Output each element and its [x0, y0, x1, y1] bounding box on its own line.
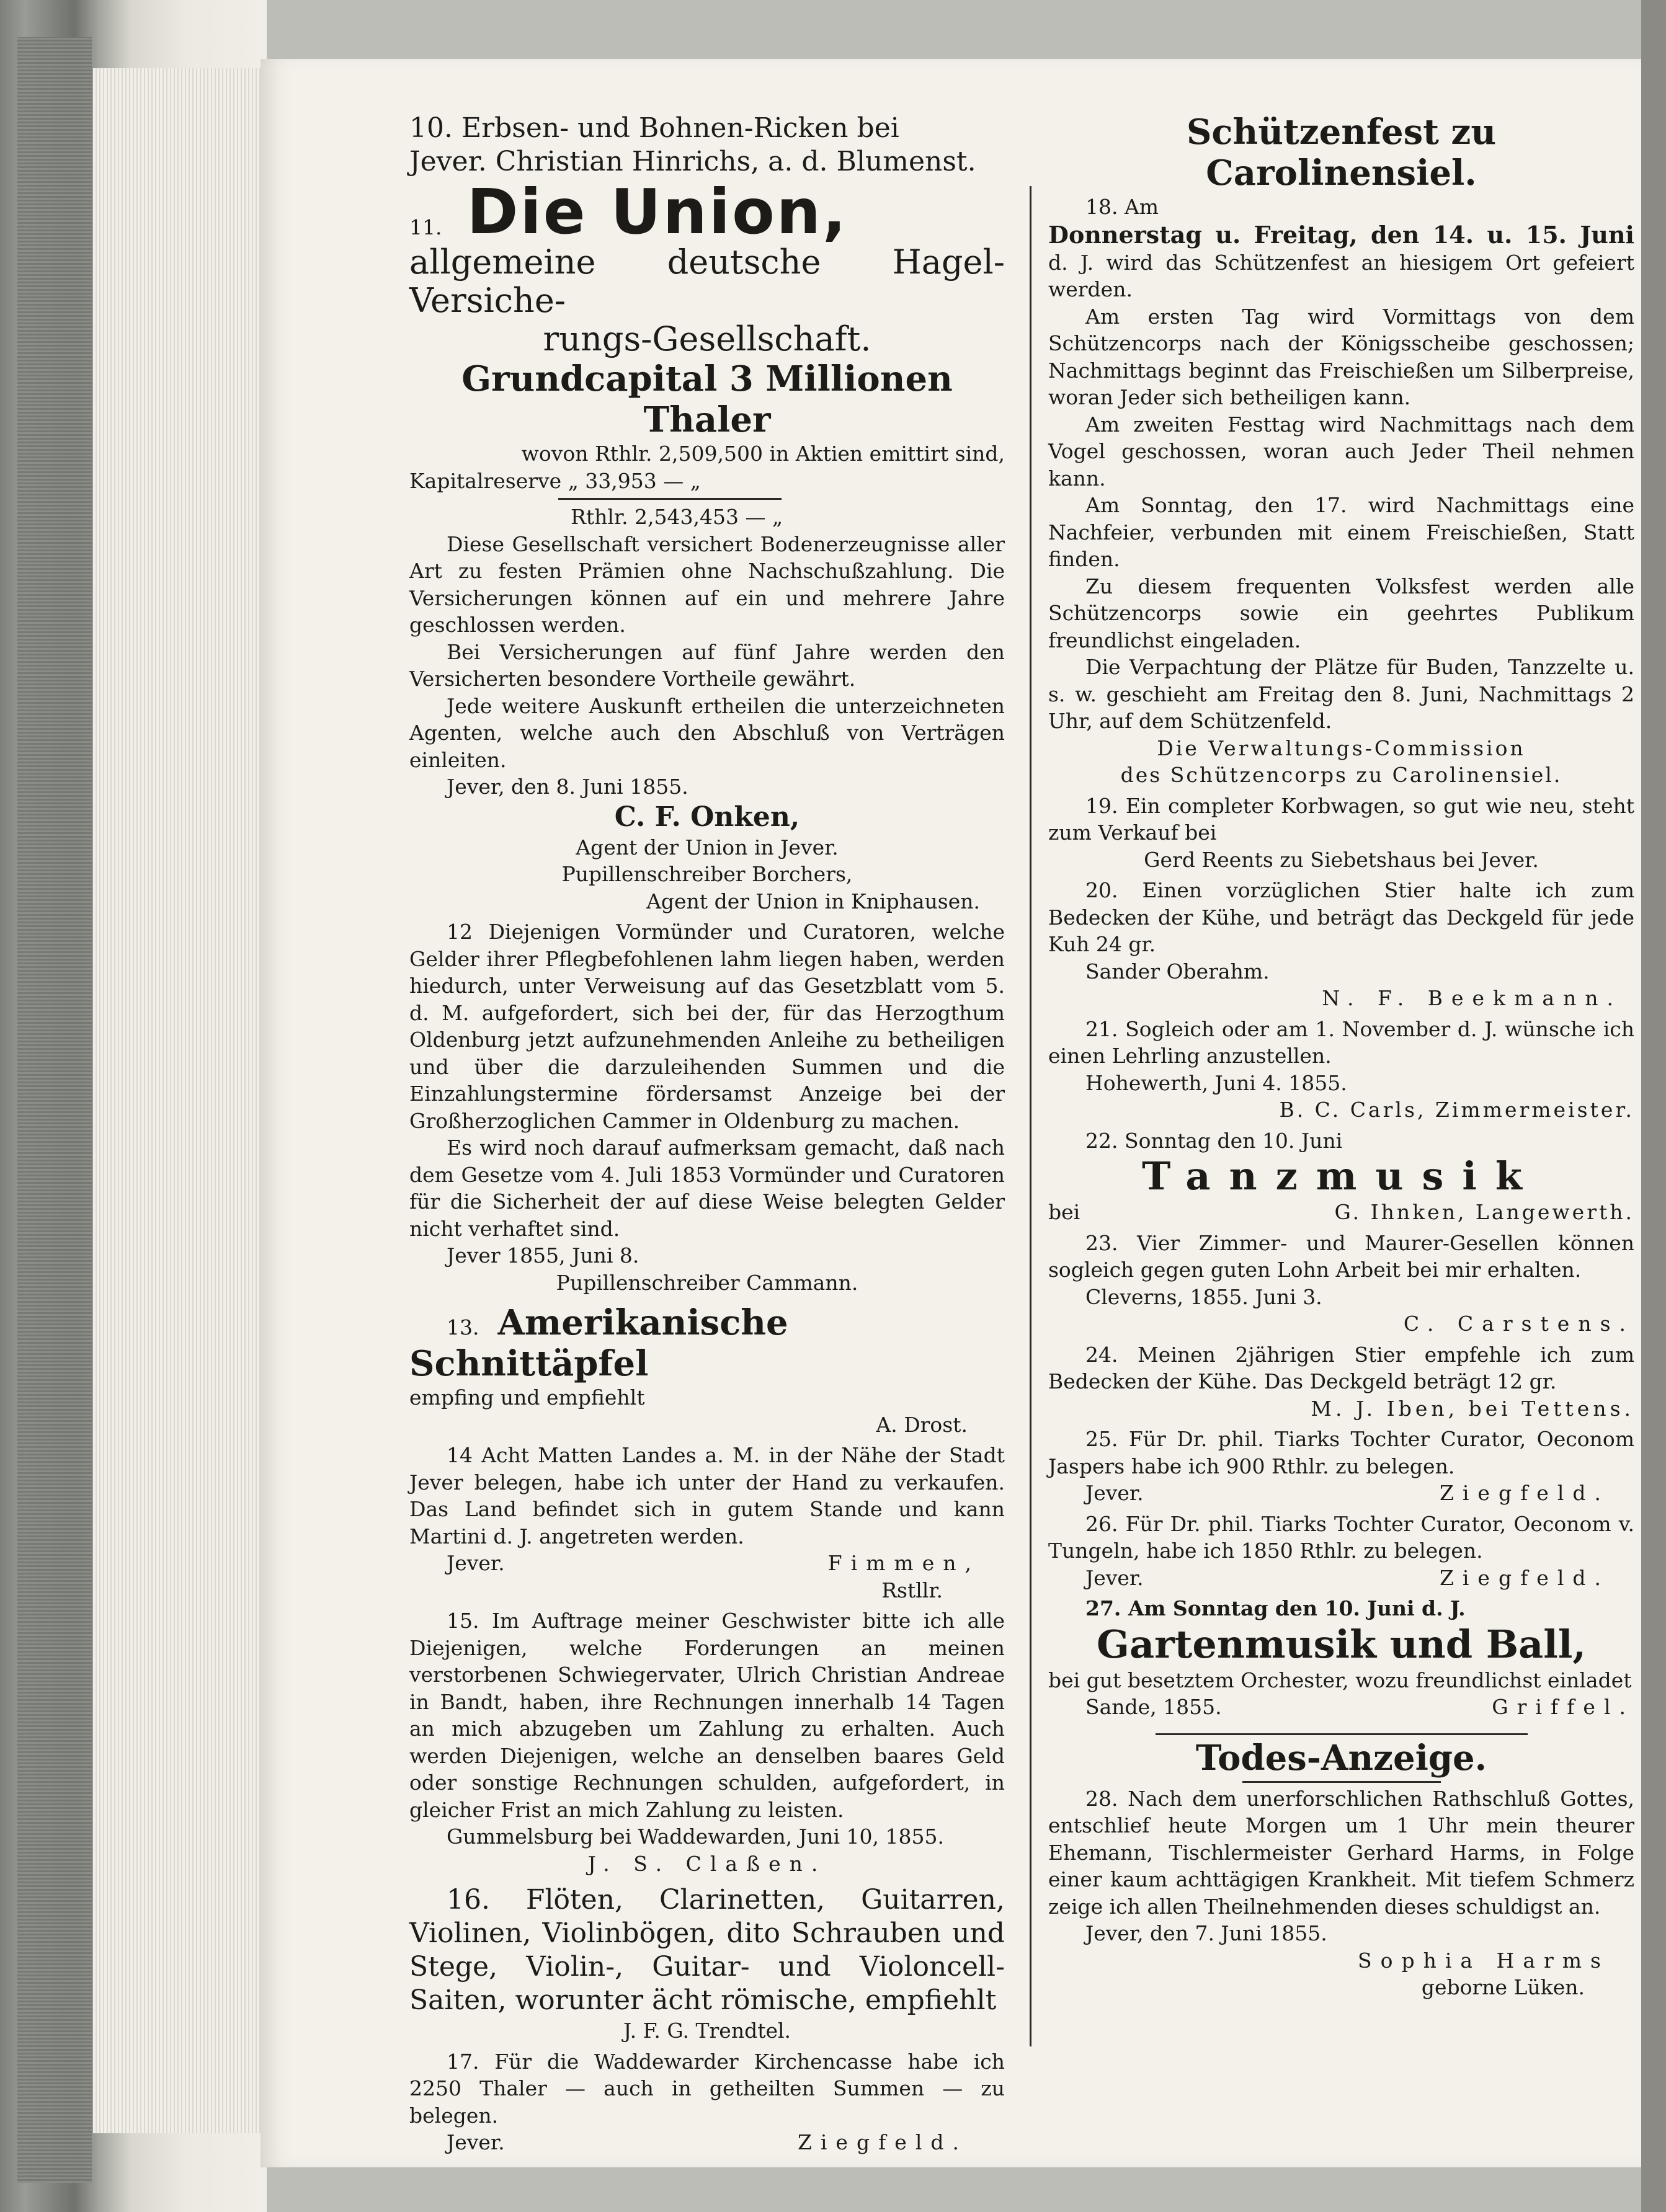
notice-21-date: Hohewerth, Juni 4. 1855.: [1085, 1070, 1347, 1095]
notice-13-number: 13.: [447, 1315, 479, 1339]
page-stack-edge: [93, 68, 261, 2133]
notice-27: [1048, 1595, 1634, 1721]
notice-20-place: Sander Oberahm.: [1085, 959, 1270, 984]
notice-10-line1: 10. Erbsen- und Bohnen-Ricken bei: [409, 112, 899, 144]
notice-17-signature: Ziegfeld.: [797, 2130, 968, 2154]
notice-20-body: 20. Einen vorzüglichen Stier halte ich zum Bedecken der Kühe, und beträgt das Deckgeld für jede Kuh 24 gr.: [1048, 878, 1634, 956]
notice-22-line: 22. Sonntag den 10. Juni: [1085, 1128, 1343, 1153]
notice-17-place-sign: [409, 2129, 1005, 2156]
notice-28-date: Jever, den 7. Juni 1855.: [1085, 1921, 1327, 1945]
notice-11-amount-line1: wovon Rthlr. 2,509,500 in Aktien emittirt sind,: [521, 442, 1005, 466]
notice-15-signature: J. S. Claßen.: [587, 1851, 827, 1876]
notice-18: [1048, 112, 1634, 789]
notice-14-place: Jever.: [447, 1551, 505, 1575]
notice-24-signature: M. J. Iben, bei Tettens.: [1311, 1396, 1634, 1421]
left-column: [409, 112, 1005, 2156]
notice-19-body: 19. Ein completer Korbwagen, so gut wie neu, steht zum Verkauf bei: [1048, 793, 1634, 845]
notice-27-title: Gartenmusik und Ball,: [1097, 1621, 1586, 1667]
notice-12: [409, 918, 1005, 1296]
notice-22-title: Tanzmusik: [1142, 1153, 1541, 1199]
notice-11-signature-2: Pupillenschreiber Borchers,: [561, 862, 853, 886]
notice-22-sign-row: [1048, 1199, 1634, 1226]
notice-21: [1048, 1016, 1634, 1124]
book-cover-edge: [17, 37, 92, 2183]
notice-26-place: Jever.: [1085, 1565, 1144, 1590]
notice-21-signature: B. C. Carls, Zimmermeister.: [1279, 1098, 1634, 1122]
notice-11-signature-1b: Agent der Union in Jever.: [576, 835, 839, 859]
notice-26-body: 26. Für Dr. phil. Tiarks Tochter Curator, Oeconom v. Tungeln, habe ich 1850 Rthlr. zu belegen.: [1048, 1511, 1634, 1563]
notice-18-body-4: Am Sonntag, den 17. wird Nachmittags eine Nachfeier, verbunden mit einem Freischießen, Statt finden.: [1048, 493, 1634, 571]
notice-16-body: 16. Flöten, Clarinetten, Guitarren, Violinen, Violinbögen, dito Schrauben und Stege, Violin-, Guitar- und Violoncell-Saiten, worunter ächt römische, empfiehlt: [409, 1884, 1005, 2016]
notice-11-heading: [409, 175, 1005, 248]
notice-14-signature-2: Rstllr.: [881, 1578, 943, 1602]
gutter-shadow: [1641, 0, 1666, 2212]
notice-17-body: 17. Für die Waddewarder Kirchencasse habe ich 2250 Thaler — auch in getheilten Summen — zu belegen.: [409, 2049, 1005, 2128]
notice-24: [1048, 1341, 1634, 1423]
notice-12-body-2: Es wird noch darauf aufmerksam gemacht, daß nach dem Gesetze vom 4. Juli 1853 Vormünder und Curatoren für die Sicherheit der auf diese Weise belegten Gelder nicht verhaftet sind.: [409, 1135, 1005, 1241]
notice-26-place-sign: [1048, 1565, 1634, 1592]
notice-28: [1048, 1738, 1634, 2001]
notice-10: [409, 112, 1005, 179]
notice-15-date: Gummelsburg bei Waddewarden, Juni 10, 1855.: [447, 1824, 944, 1849]
notice-13-body: empfing und empfiehlt: [409, 1385, 645, 1410]
notice-19-signature: Gerd Reents zu Siebetshaus bei Jever.: [1144, 847, 1539, 872]
notice-11-amount-line2: Kapitalreserve „ 33,953 — „: [409, 468, 701, 493]
notice-13-heading: [409, 1302, 1005, 1384]
notice-14: [409, 1442, 1005, 1604]
notice-25-signature: Ziegfeld.: [1439, 1481, 1610, 1505]
notice-14-signature: Fimmen,: [827, 1551, 980, 1575]
notice-11-body-3: Jede weitere Auskunft ertheilen die unterzeichneten Agenten, welche auch den Abschluß von Verträgen einleiten.: [409, 693, 1005, 772]
notice-21-body: 21. Sogleich oder am 1. November d. J. wünsche ich einen Lehrling anzustellen.: [1048, 1016, 1634, 1068]
notice-18-title: Schützenfest zu Carolinensiel.: [1186, 112, 1497, 193]
notice-18-signature-2: des Schützencorps zu Carolinensiel.: [1120, 763, 1562, 787]
notice-15-body: 15. Im Auftrage meiner Geschwister bitte ich alle Diejenigen, welche Forderungen an meinen verstorbenen Schwiegervater, Ulrich Christian Andreae in Bandt, haben, ihre Rechnungen innerhalb 14 Tagen an mich abzugeben um Zahlung zu erhalten. Auch werden Diejenigen, welche an denselben baares Geld oder sonstige Rechnungen schulden, aufgefordert, in gleicher Frist an mich Zahlung zu leisten.: [409, 1609, 1005, 1822]
notice-16-signature: J. F. G. Trendtel.: [623, 2019, 791, 2043]
notice-17: [409, 2048, 1005, 2156]
notice-28-title-rule: [1242, 1781, 1441, 1783]
notice-26-signature: Ziegfeld.: [1439, 1565, 1610, 1590]
notice-18-body-3: Am zweiten Festtag wird Nachmittags nach dem Vogel geschossen, woran auch Jeder Theil nehmen kann.: [1048, 412, 1634, 491]
notice-14-body: 14 Acht Matten Landes a. M. in der Nähe der Stadt Jever belegen, habe ich unter der Hand zu verkaufen. Das Land befindet sich in gutem Stande und kann Martini d. J. angetreten werden.: [409, 1443, 1005, 1548]
notice-18-body: d. J. wird das Schützenfest an hiesigem Ort gefeiert werden.: [1048, 250, 1634, 301]
notice-28-title: Todes-Anzeige.: [1195, 1737, 1487, 1779]
notice-23-date: Cleverns, 1855. Juni 3.: [1085, 1284, 1322, 1309]
notice-27-body: bei gut besetztem Orchester, wozu freundlichst einladet: [1048, 1668, 1632, 1692]
notice-25: [1048, 1426, 1634, 1507]
notice-12-signature: Pupillenschreiber Cammann.: [556, 1270, 858, 1295]
notice-25-place-sign: [1048, 1480, 1634, 1507]
notice-11-sum-rule: [558, 498, 782, 500]
notice-22: [1048, 1127, 1634, 1226]
notice-27-signature: Griffel.: [1492, 1695, 1634, 1719]
book-edge: [0, 0, 267, 2212]
notice-26: [1048, 1511, 1634, 1592]
notice-12-date: Jever 1855, Juni 8.: [447, 1243, 639, 1268]
notice-15: [409, 1607, 1005, 1877]
right-column: [1048, 112, 1634, 2001]
notice-11-signature-2b: Agent der Union in Kniphausen.: [646, 889, 980, 913]
notice-18-date: Donnerstag u. Freitag, den 14. u. 15. Juni: [1048, 220, 1634, 249]
notice-11-signature-1: C. F. Onken,: [614, 801, 800, 833]
notice-18-signature: Die Verwaltungs-Commission: [1157, 735, 1526, 760]
notice-14-place-sign: [409, 1550, 1005, 1577]
notice-11-date: Jever, den 8. Juni 1855.: [447, 775, 688, 799]
notice-12-body: 12 Diejenigen Vormünder und Curatoren, welche Gelder ihrer Pflegbefohlenen lahm liegen haben, werden hiedurch, unter Verweisung auf das Gesetzblatt vom 5. d. M. aufgefordert, sich bei der, für das Herzogthum Oldenburg jetzt aufzunehmenden Anleihe zu betheiligen und über die darzuleihenden Summen und die Einzahlungstermine fördersamst Anzeige bei der Großherzoglichen Cammer in Oldenburg zu machen.: [409, 920, 1005, 1133]
notice-11-capital: Grundcapital 3 Millionen Thaler: [461, 358, 953, 440]
notice-11-title: Die Union,: [466, 175, 848, 248]
notice-17-place: Jever.: [447, 2130, 505, 2154]
notice-22-bei: bei: [1048, 1200, 1080, 1224]
notice-11-body: Diese Gesellschaft versichert Bodenerzeugnisse aller Art zu festen Prämien ohne Nachschußzahlung. Die Versicherungen können auf ein und mehrere Jahre geschlossen werden.: [409, 531, 1005, 637]
notice-11-body-2: Bei Versicherungen auf fünf Jahre werden den Versicherten besondere Vortheile gewährt.: [409, 639, 1005, 691]
notice-10-line2: Jever. Christian Hinrichs, a. d. Blumenst.: [409, 146, 976, 177]
notice-22-signature: G. Ihnken, Langewerth.: [1334, 1200, 1634, 1224]
notice-28-body: 28. Nach dem unerforschlichen Rathschluß Gottes, entschlief heute Morgen um 1 Uhr mein theurer Ehemann, Tischlermeister Gerhard Harms, in Folge einer kaum achttägigen Krankheit. Mit tiefem Schmerz zeige ich allen Theilnehmenden dieses schuldigst an.: [1048, 1786, 1634, 1919]
notice-11-number: 11.: [409, 215, 442, 240]
notice-25-body: 25. Für Dr. phil. Tiarks Tochter Curator, Oeconom Jaspers habe ich 900 Rthlr. zu belegen.: [1048, 1427, 1634, 1478]
notice-18-body-5: Zu diesem frequenten Volksfest werden alle Schützencorps sowie ein geehrtes Publikum freundlichst eingeladen.: [1048, 574, 1634, 652]
notice-19: [1048, 793, 1634, 874]
notice-13: [409, 1302, 1005, 1438]
notice-11-total: Rthlr. 2,543,453 — „: [571, 505, 783, 529]
notice-28-signature-2: geborne Lüken.: [1421, 1975, 1585, 1999]
notice-23-body: 23. Vier Zimmer- und Maurer-Gesellen können sogleich gegen guten Lohn Arbeit bei mir erhalten.: [1048, 1230, 1634, 1282]
notice-23: [1048, 1230, 1634, 1338]
column-divider: [1030, 186, 1031, 2046]
notice-11-subtitle-2: rungs-Gesellschaft.: [543, 319, 871, 358]
notice-27-place-sign: [1048, 1694, 1634, 1721]
notice-27-line: 27. Am Sonntag den 10. Juni d. J.: [1085, 1596, 1466, 1620]
notice-13-signature: A. Drost.: [876, 1412, 968, 1437]
notice-27-place: Sande, 1855.: [1085, 1695, 1222, 1719]
notice-18-body-2: Am ersten Tag wird Vormittags von dem Schützencorps nach der Königsscheibe geschossen; Nachmittags beginnt das Freischießen um Silberpreise, woran Jeder sich betheiligen kann.: [1048, 304, 1634, 409]
notice-20-signature: N. F. Beekmann.: [1322, 986, 1622, 1010]
notice-11-subtitle-1: allgemeine deutsche Hagel-Versiche-: [409, 242, 1005, 320]
notice-18-body-6: Die Verpachtung der Plätze für Buden, Tanzzelte u. s. w. geschieht am Freitag den 8. Juni, Nachmittags 2 Uhr, auf dem Schützenfeld.: [1048, 655, 1634, 733]
notice-23-signature: C. Carstens.: [1403, 1312, 1634, 1336]
notice-28-signature: Sophia Harms: [1357, 1948, 1610, 1973]
notice-18-intro: 18. Am: [1085, 195, 1159, 219]
notice-11: [409, 175, 1005, 915]
section-rule: [1156, 1733, 1528, 1735]
notice-20: [1048, 877, 1634, 1012]
notice-25-place: Jever.: [1085, 1481, 1144, 1505]
notice-24-body: 24. Meinen 2jährigen Stier empfehle ich zum Bedecken der Kühe. Das Deckgeld beträgt 12 gr.: [1048, 1342, 1634, 1393]
notice-16: [409, 1883, 1005, 2045]
notice-13-title: Amerikanische Schnittäpfel: [409, 1302, 788, 1384]
